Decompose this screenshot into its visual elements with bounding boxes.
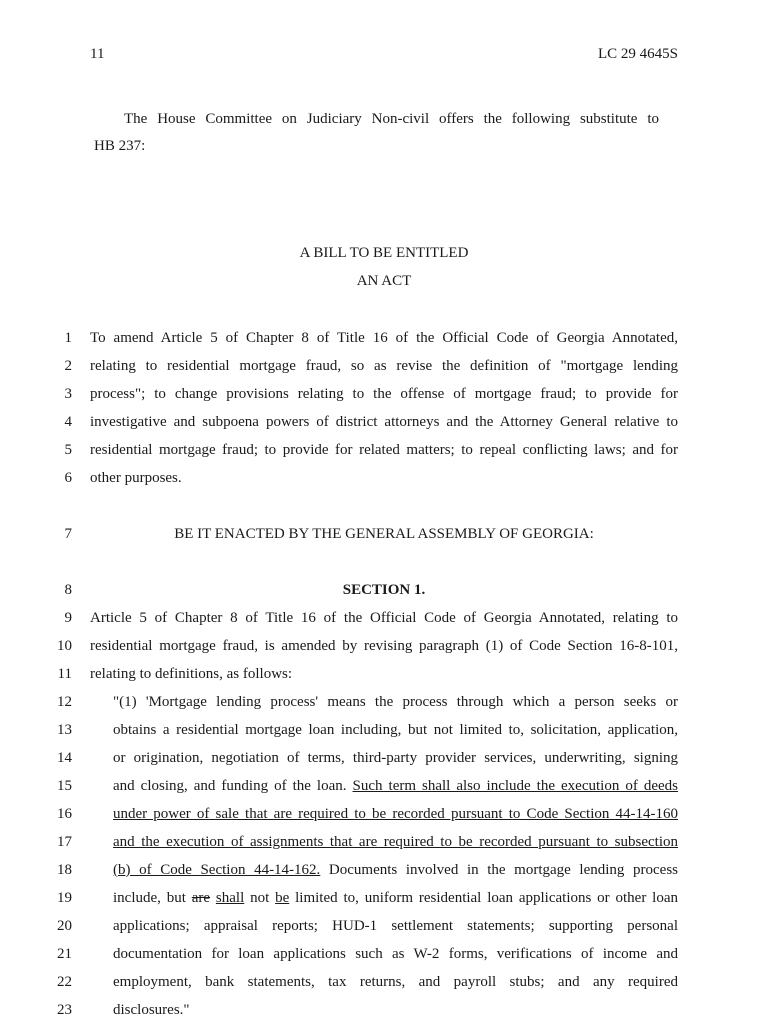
bill-text-line xyxy=(113,834,678,851)
line-number: 15 xyxy=(57,778,72,794)
line-number: 11 xyxy=(57,666,72,682)
act-title: AN ACT xyxy=(356,273,412,289)
bill-text-line xyxy=(113,806,678,823)
line-number: 16 xyxy=(57,806,72,822)
bill-text-line xyxy=(113,778,678,795)
line-number: 22 xyxy=(57,974,72,990)
bill-text-line: residential mortgage fraud; to provide for related matters; to repeal conflicting laws; and for xyxy=(90,442,678,458)
line-number: 7 xyxy=(64,526,72,542)
plain-text: limited to, uniform residential loan applications or other loan xyxy=(289,890,678,906)
line-number: 1 xyxy=(64,330,72,346)
bill-text-line: process"; to change provisions relating to the offense of mortgage fraud; to provide for xyxy=(90,386,678,402)
bill-text-line: or origination, negotiation of terms, third-party provider services, underwriting, signing xyxy=(113,750,678,766)
plain-text: include, but xyxy=(113,890,192,906)
line-number: 20 xyxy=(57,918,72,934)
bill-text-line: employment, bank statements, tax returns, and payroll stubs; and any required xyxy=(113,974,678,990)
line-number: 14 xyxy=(57,750,72,766)
section-heading: SECTION 1. xyxy=(342,582,426,598)
inserted-text: and the execution of assignments that are required to be recorded pursuant to subsection xyxy=(113,834,678,850)
line-number: 21 xyxy=(57,946,72,962)
line-number: 18 xyxy=(57,862,72,878)
bill-text-line: relating to definitions, as follows: xyxy=(90,666,293,682)
line-number: 5 xyxy=(64,442,72,458)
bill-text-line: Article 5 of Chapter 8 of Title 16 of the Official Code of Georgia Annotated, relating to xyxy=(90,610,678,626)
line-number: 17 xyxy=(57,834,72,850)
intro-line-2: HB 237: xyxy=(94,138,146,154)
bill-text-line xyxy=(113,890,678,907)
bill-text-line: To amend Article 5 of Chapter 8 of Title 16 of the Official Code of Georgia Annotated, xyxy=(90,330,678,346)
bill-text-line: disclosures." xyxy=(113,1002,190,1018)
inserted-text: under power of sale that are required to be recorded pursuant to Code Section 44-14-160 xyxy=(113,806,678,822)
bill-text-line: applications; appraisal reports; HUD-1 settlement statements; supporting personal xyxy=(113,918,678,934)
page-number: 11 xyxy=(90,46,105,62)
line-number: 9 xyxy=(64,610,72,626)
struck-text: are xyxy=(191,890,211,906)
line-number: 3 xyxy=(64,386,72,402)
inserted-text: be xyxy=(275,890,290,906)
enacting-clause: BE IT ENACTED BY THE GENERAL ASSEMBLY OF GEORGIA: xyxy=(174,526,594,542)
bill-text-line: relating to residential mortgage fraud, so as revise the definition of "mortgage lending xyxy=(90,358,678,374)
line-number: 13 xyxy=(57,722,72,738)
line-number: 4 xyxy=(64,414,72,430)
bill-text-line: other purposes. xyxy=(90,470,182,486)
bill-text-line: residential mortgage fraud, is amended by revising paragraph (1) of Code Section 16-8-101, xyxy=(90,638,678,654)
line-number: 12 xyxy=(57,694,72,710)
bill-title: A BILL TO BE ENTITLED xyxy=(299,245,469,261)
line-number: 10 xyxy=(57,638,72,654)
plain-text: not xyxy=(244,890,276,906)
document-id: LC 29 4645S xyxy=(597,46,678,62)
plain-text: and closing, and funding of the loan. xyxy=(113,778,353,794)
line-number: 6 xyxy=(64,470,72,486)
plain-text: Documents involved in the mortgage lending process xyxy=(320,862,678,878)
line-number: 19 xyxy=(57,890,72,906)
line-number: 2 xyxy=(64,358,72,374)
inserted-text: shall xyxy=(215,890,245,906)
intro-line-1: The House Committee on Judiciary Non-civil offers the following substitute to xyxy=(124,111,659,127)
bill-text-line: "(1) 'Mortgage lending process' means the process through which a person seeks or xyxy=(113,694,678,710)
bill-text-line: investigative and subpoena powers of district attorneys and the Attorney General relative to xyxy=(90,414,678,430)
bill-text-line: obtains a residential mortgage loan including, but not limited to, solicitation, application, xyxy=(113,722,678,738)
committee-intro xyxy=(94,106,659,160)
line-number: 8 xyxy=(64,582,72,598)
bill-text-line: documentation for loan applications such as W-2 forms, verifications of income and xyxy=(113,946,678,962)
bill-text-line xyxy=(113,862,678,879)
line-number: 23 xyxy=(57,1002,72,1018)
inserted-text: (b) of Code Section 44-14-162. xyxy=(113,862,321,878)
inserted-text: Such term shall also include the execution of deeds xyxy=(352,778,678,794)
